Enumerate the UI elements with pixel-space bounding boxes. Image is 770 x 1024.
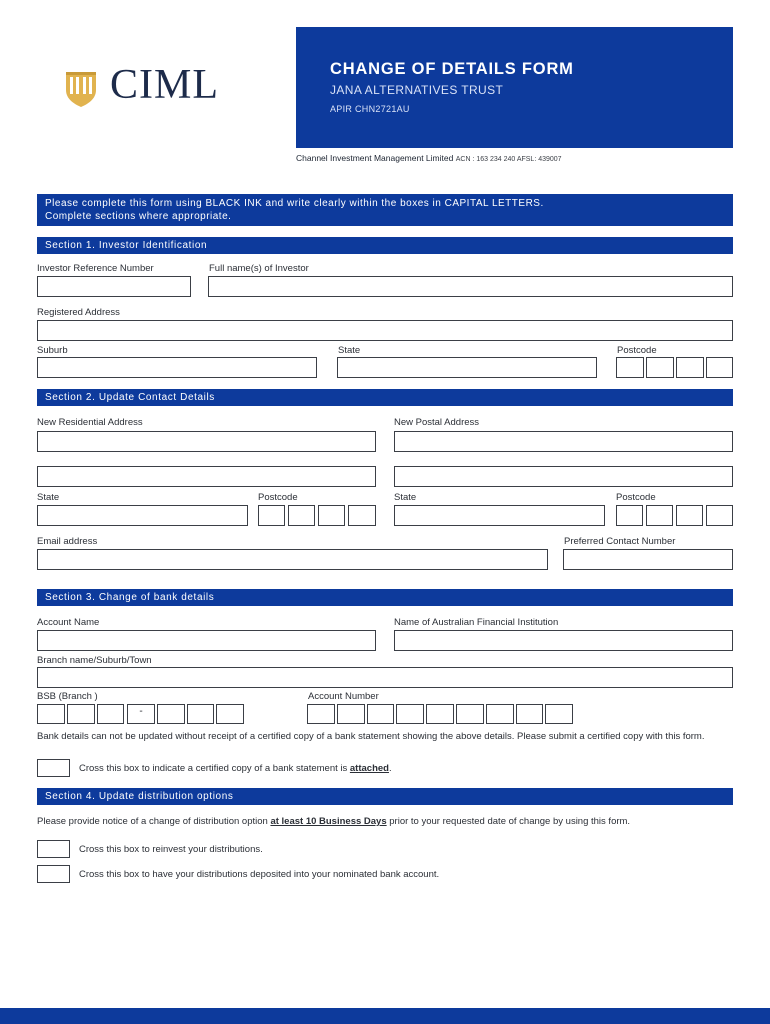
- postcode-digit-box[interactable]: [646, 505, 673, 526]
- bsb-digit-box[interactable]: [216, 704, 244, 724]
- logo-wordmark: CIML: [110, 62, 219, 108]
- contact-number-field[interactable]: [563, 549, 733, 570]
- company-name: Channel Investment Management Limited: [296, 153, 454, 163]
- distribution-intro-text: Please provide notice of a change of distribution option: [37, 816, 271, 827]
- attached-emphasis: attached: [349, 763, 389, 774]
- apir-code: APIR CHN2721AU: [330, 104, 410, 114]
- postcode-digit-box[interactable]: [676, 505, 703, 526]
- postal-address-label: New Postal Address: [394, 417, 480, 428]
- postcode-digit-box[interactable]: [676, 357, 704, 378]
- postal-address-field[interactable]: [394, 431, 733, 452]
- footer-bar: [0, 1008, 770, 1024]
- account-digit-box[interactable]: [396, 704, 424, 724]
- postcode-digit-box[interactable]: [318, 505, 345, 526]
- account-name-label: Account Name: [37, 617, 100, 628]
- bsb-digit-box[interactable]: [67, 704, 95, 724]
- postcode-digit-box[interactable]: [348, 505, 376, 526]
- registered-address-field[interactable]: [37, 320, 733, 341]
- institution-field[interactable]: [394, 630, 733, 651]
- reinvest-label: Cross this box to reinvest your distributions.: [79, 844, 263, 855]
- investor-ref-label: Investor Reference Number: [37, 263, 154, 274]
- account-digit-box[interactable]: [486, 704, 514, 724]
- account-digit-box[interactable]: [456, 704, 484, 724]
- postcode-digit-box[interactable]: [616, 357, 644, 378]
- account-digit-box[interactable]: [337, 704, 365, 724]
- residential-address-label: New Residential Address: [37, 417, 143, 428]
- suburb-field[interactable]: [37, 357, 317, 378]
- residential-address-field-line-2[interactable]: [37, 466, 376, 487]
- bsb-digit-box[interactable]: [187, 704, 214, 724]
- account-number-label: Account Number: [308, 691, 379, 702]
- instructions-line-2: Complete sections where appropriate.: [45, 211, 232, 222]
- suburb-label: Suburb: [37, 345, 68, 356]
- postal-state-field[interactable]: [394, 505, 605, 526]
- branch-field[interactable]: [37, 667, 733, 688]
- account-digit-box[interactable]: [367, 704, 394, 724]
- attached-text: Cross this box to indicate a certified copy of a bank statement is: [79, 763, 350, 774]
- residential-address-field[interactable]: [37, 431, 376, 452]
- bsb-digit-box[interactable]: [157, 704, 185, 724]
- full-name-label: Full name(s) of Investor: [209, 263, 309, 274]
- section-1-heading: Section 1. Investor Identification: [37, 237, 733, 254]
- reinvest-checkbox[interactable]: [37, 840, 70, 858]
- residential-state-label: State: [37, 492, 60, 503]
- form-header: [296, 27, 733, 148]
- bank-statement-note: Bank details can not be updated without receipt of a certified copy of a bank statement showing the above details. Please submit a certified copy with this form.: [37, 731, 705, 742]
- attached-period: .: [388, 763, 392, 774]
- ciml-crest-icon: [64, 70, 98, 108]
- registered-address-label: Registered Address: [37, 307, 120, 318]
- institution-label: Name of Australian Financial Institution: [394, 617, 559, 628]
- postcode-digit-box[interactable]: [258, 505, 285, 526]
- account-name-field[interactable]: [37, 630, 376, 651]
- statement-attached-label: [79, 762, 392, 775]
- deposit-label: Cross this box to have your distributions deposited into your nominated bank account.: [79, 869, 440, 880]
- email-field[interactable]: [37, 549, 548, 570]
- account-digit-box[interactable]: [545, 704, 573, 724]
- state-label: State: [338, 345, 361, 356]
- postal-address-field-line-2[interactable]: [394, 466, 733, 487]
- distribution-intro-suffix: prior to your requested date of change by using this form.: [386, 816, 631, 827]
- statement-attached-checkbox[interactable]: [37, 759, 70, 777]
- postal-state-label: State: [394, 492, 417, 503]
- postal-postcode-label: Postcode: [616, 492, 656, 503]
- postcode-label: Postcode: [617, 345, 657, 356]
- email-label: Email address: [37, 536, 98, 547]
- postcode-digit-box[interactable]: [616, 505, 643, 526]
- investor-ref-field[interactable]: [37, 276, 191, 297]
- account-digit-box[interactable]: [307, 704, 335, 724]
- company-line: [296, 153, 562, 163]
- distribution-intro: [37, 815, 630, 828]
- section-2-heading: Section 2. Update Contact Details: [37, 389, 733, 406]
- account-digit-box[interactable]: [516, 704, 543, 724]
- state-field[interactable]: [337, 357, 597, 378]
- full-name-field[interactable]: [208, 276, 733, 297]
- postcode-digit-box[interactable]: [288, 505, 315, 526]
- instructions-line-1: Please complete this form using BLACK INK and write clearly within the boxes in CAPITAL LETTERS.: [45, 198, 544, 209]
- section-4-heading: Section 4. Update distribution options: [37, 788, 733, 805]
- instructions-banner: [37, 194, 733, 226]
- company-numbers: ACN : 163 234 240 AFSL: 439007: [455, 156, 562, 163]
- branch-label: Branch name/Suburb/Town: [37, 655, 152, 666]
- residential-postcode-label: Postcode: [258, 492, 298, 503]
- section-3-heading: Section 3. Change of bank details: [37, 589, 733, 606]
- postcode-digit-box[interactable]: [706, 357, 733, 378]
- bsb-digit-box[interactable]: [37, 704, 65, 724]
- form-title: CHANGE OF DETAILS FORM: [330, 60, 574, 78]
- postcode-digit-box[interactable]: [706, 505, 733, 526]
- residential-state-field[interactable]: [37, 505, 248, 526]
- bsb-separator: -: [139, 706, 143, 717]
- bsb-digit-box[interactable]: [97, 704, 124, 724]
- postcode-digit-box[interactable]: [646, 357, 674, 378]
- bsb-label: BSB (Branch ): [37, 691, 98, 702]
- account-digit-box[interactable]: [426, 704, 454, 724]
- fund-name: JANA ALTERNATIVES TRUST: [330, 83, 504, 97]
- deposit-checkbox[interactable]: [37, 865, 70, 883]
- contact-number-label: Preferred Contact Number: [564, 536, 676, 547]
- business-days-emphasis: at least 10 Business Days: [270, 816, 387, 827]
